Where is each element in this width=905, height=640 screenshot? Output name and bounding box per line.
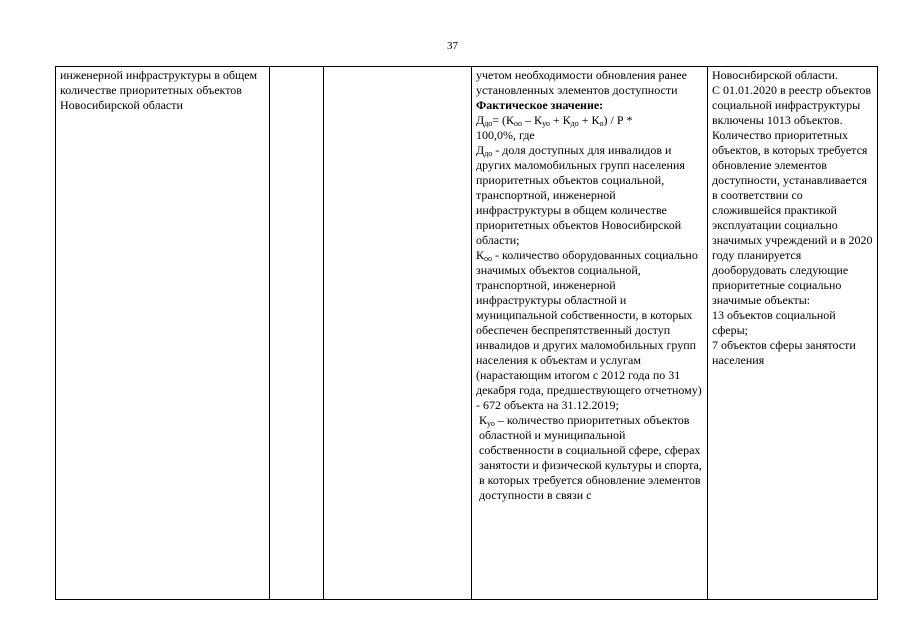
comment-p2: С 01.01.2020 в реестр объектов социальной инфраструктуры включены 1013 объектов.: [712, 83, 872, 127]
definition-kuo: [476, 413, 703, 503]
comment-p4: 13 объектов социальной сферы;: [712, 308, 836, 337]
methodology-intro: учетом необходимости обновления ранее установленных элементов доступности: [476, 68, 687, 97]
definition-text: – количество приоритетных объектов областной и муниципальной собственности в социальной сфере, сферах занятости и физической культуры и спорта, в которых требуется обновление элементов доступности в связи с: [479, 413, 702, 502]
formula-subscript: о: [599, 119, 604, 128]
formula-part: + К: [549, 113, 571, 127]
comment-p5: 7 объектов сферы занятости населения: [712, 338, 856, 367]
definition-symbol: К: [476, 248, 485, 262]
definition-subscript: до: [484, 149, 493, 158]
comment-p3: Количество приоритетных объектов, в которых требуется обновление элементов доступности, устанавливается в соответствии со сложившейся практикой эксплуатации социально значимых учреждений и в 2020 году планируется дооборудовать следующие приоритетные социально значимые объекты:: [712, 128, 873, 307]
formula-subscript: уо: [542, 119, 550, 128]
empty-cell-2: [270, 67, 324, 600]
formula-part: = (К: [492, 113, 515, 127]
definition-symbol: Д: [476, 143, 485, 157]
indicator-name-cell: [56, 67, 270, 600]
definition-symbol: К: [479, 413, 488, 427]
definition-text: - доля доступных для инвалидов и других маломобильных групп населения приоритетных объектов социальной, транспортной, инженерной инфраструктуры в общем количестве приоритетных объектов Новосибирской области;: [476, 143, 685, 247]
formula-part: – К: [522, 113, 543, 127]
empty-cell-3: [324, 67, 472, 600]
definition-koo: [476, 248, 703, 413]
definition-subscript: уо: [487, 419, 495, 428]
indicator-name-text: инженерной инфраструктуры в общем количестве приоритетных объектов Новосибирской области: [60, 68, 258, 112]
definition-d: [476, 143, 703, 248]
formula-subscript: до: [570, 119, 579, 128]
page-number: 37: [447, 40, 458, 52]
formula-subscript: до: [484, 119, 493, 128]
definition-text: - количество оборудованных социально значимых объектов социальной, транспортной, инженерной инфраструктуры областной и муниципальной собственности, в которых обеспечен беспрепятственный доступ инвалидов и других маломобильных групп населения к объектам и услугам (нарастающим итогом с 2012 года по 31 декабря года, предшествующего отчетному) - 672 объекта на 31.12.2019;: [476, 248, 702, 412]
comment-cell: [708, 67, 878, 600]
formula-line-2: 100,0%, где: [476, 128, 535, 142]
table-row: [56, 67, 878, 600]
formula-symbol: Д: [476, 113, 485, 127]
indicator-table: [55, 66, 878, 600]
formula-part: ) / Р *: [603, 113, 633, 127]
actual-value-heading: Фактическое значение:: [476, 98, 604, 112]
definition-subscript: оо: [484, 254, 493, 263]
formula-subscript: оо: [514, 119, 523, 128]
comment-p1: Новосибирской области.: [712, 68, 838, 82]
formula: [476, 113, 703, 128]
formula-part: + К: [578, 113, 600, 127]
methodology-cell: [472, 67, 708, 600]
